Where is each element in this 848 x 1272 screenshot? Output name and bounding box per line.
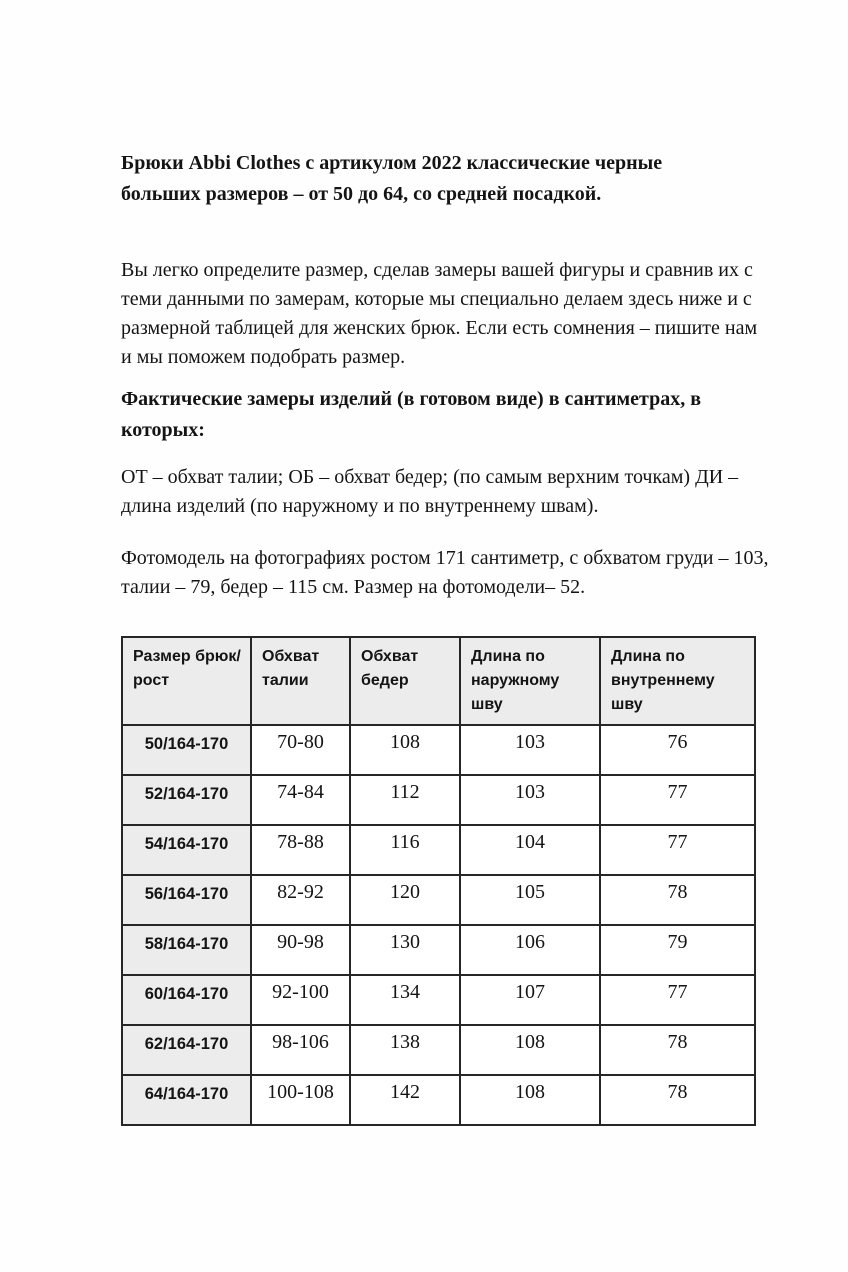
inner-seam-value: 77 bbox=[600, 825, 755, 875]
hips-value: 116 bbox=[350, 825, 460, 875]
size-value: 60/164-170 bbox=[122, 975, 251, 1025]
inner-seam-value: 78 bbox=[600, 1025, 755, 1075]
header-outer-seam: Длина по наружному шву bbox=[460, 637, 600, 725]
waist-value: 100-108 bbox=[251, 1075, 350, 1125]
hips-value: 130 bbox=[350, 925, 460, 975]
inner-seam-value: 78 bbox=[600, 875, 755, 925]
size-value: 62/164-170 bbox=[122, 1025, 251, 1075]
waist-value: 70-80 bbox=[251, 725, 350, 775]
outer-seam-value: 107 bbox=[460, 975, 600, 1025]
table-row bbox=[122, 925, 755, 975]
waist-value: 74-84 bbox=[251, 775, 350, 825]
size-value: 52/164-170 bbox=[122, 775, 251, 825]
size-table bbox=[121, 636, 756, 1126]
header-waist: Обхват талии bbox=[251, 637, 350, 725]
inner-seam-value: 79 bbox=[600, 925, 755, 975]
table-row bbox=[122, 1025, 755, 1075]
hips-value: 108 bbox=[350, 725, 460, 775]
table-row bbox=[122, 875, 755, 925]
abbreviations-paragraph: ОТ – обхват талии; ОБ – обхват бедер; (по самым верхним точкам) ДИ – длина изделий (по наружному и по внутреннему швам). bbox=[121, 466, 739, 517]
waist-value: 82-92 bbox=[251, 875, 350, 925]
outer-seam-value: 103 bbox=[460, 725, 600, 775]
outer-seam-value: 105 bbox=[460, 875, 600, 925]
waist-value: 92-100 bbox=[251, 975, 350, 1025]
outer-seam-value: 103 bbox=[460, 775, 600, 825]
inner-seam-value: 76 bbox=[600, 725, 755, 775]
table-row bbox=[122, 975, 755, 1025]
document-content bbox=[121, 148, 769, 1126]
outer-seam-value: 108 bbox=[460, 1075, 600, 1125]
size-value: 50/164-170 bbox=[122, 725, 251, 775]
outer-seam-value: 108 bbox=[460, 1025, 600, 1075]
table-row bbox=[122, 725, 755, 775]
waist-value: 98-106 bbox=[251, 1025, 350, 1075]
inner-seam-value: 78 bbox=[600, 1075, 755, 1125]
table-row bbox=[122, 775, 755, 825]
hips-value: 138 bbox=[350, 1025, 460, 1075]
size-value: 56/164-170 bbox=[122, 875, 251, 925]
table-row bbox=[122, 825, 755, 875]
intro-paragraph: Вы легко определите размер, сделав замеры вашей фигуры и сравнив их с теми данными по замерам, которые мы специально делаем здесь ниже и с размерной таблицей для женских брюк. Если есть сомнения – пишите нам и мы поможем подобрать размер. bbox=[121, 259, 758, 368]
inner-seam-value: 77 bbox=[600, 775, 755, 825]
hips-value: 134 bbox=[350, 975, 460, 1025]
size-value: 58/164-170 bbox=[122, 925, 251, 975]
model-info-paragraph: Фотомодель на фотографиях ростом 171 сантиметр, с обхватом груди – 103, талии – 79, бедер – 115 см. Размер на фотомодели– 52. bbox=[121, 547, 769, 598]
size-value: 54/164-170 bbox=[122, 825, 251, 875]
product-title: Брюки Abbi Clothes с артикулом 2022 классические черные больших размеров – от 50 до 64, со средней посадкой. bbox=[121, 152, 663, 205]
waist-value: 78-88 bbox=[251, 825, 350, 875]
header-size: Размер брюк/рост bbox=[122, 637, 251, 725]
inner-seam-value: 77 bbox=[600, 975, 755, 1025]
outer-seam-value: 104 bbox=[460, 825, 600, 875]
waist-value: 90-98 bbox=[251, 925, 350, 975]
hips-value: 142 bbox=[350, 1075, 460, 1125]
hips-value: 120 bbox=[350, 875, 460, 925]
hips-value: 112 bbox=[350, 775, 460, 825]
size-value: 64/164-170 bbox=[122, 1075, 251, 1125]
outer-seam-value: 106 bbox=[460, 925, 600, 975]
size-table-header-row bbox=[122, 637, 755, 725]
header-inner-seam: Длина по внутреннему шву bbox=[600, 637, 755, 725]
measurements-heading: Фактические замеры изделий (в готовом виде) в сантиметрах, в которых: bbox=[121, 388, 701, 441]
header-hips: Обхват бедер bbox=[350, 637, 460, 725]
table-row bbox=[122, 1075, 755, 1125]
